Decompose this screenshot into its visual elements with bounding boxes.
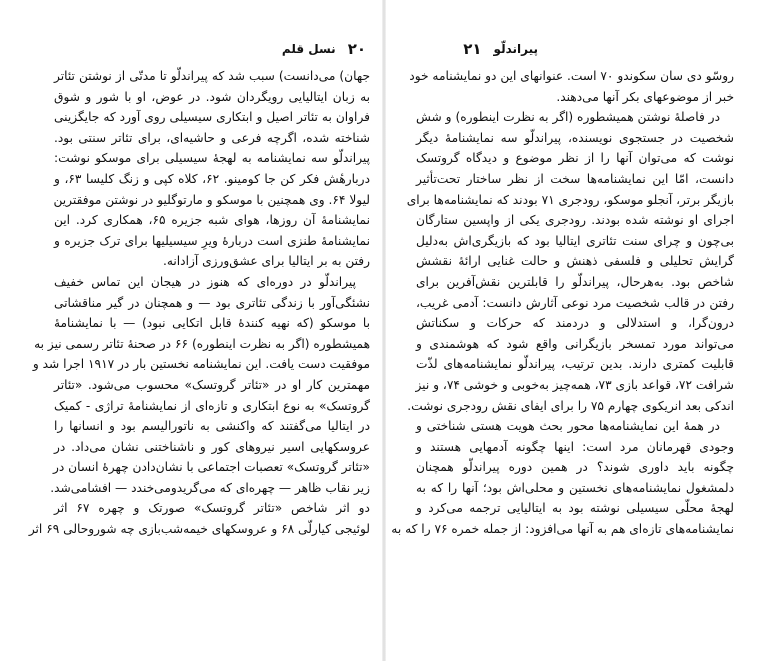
text-line: زیر نقاب ظاهر — چهره‌ای که می‌گریدومی‌خندد — افشامی‌شد. — [50, 480, 370, 495]
text-line: نوشت که می‌توان آنها را از نظر موضوع و دیدگاه گروتسک — [416, 151, 734, 166]
text-line: درون‌گرا، و استدلالی و دردمند که حرکات و سکناتش — [416, 316, 734, 331]
text-line: در همهٔ این نمایشنامه‌ها محور بحث هویت هستی شناختی و — [416, 419, 720, 434]
text-line: گرایش تحلیلی و فلسفی ذهنش و حالت غنایی ارائهٔ نقشش — [416, 254, 734, 269]
text-line: وجودی قهرمانان مرد است: اینها چگونه آدمهایی هستند و — [416, 439, 734, 454]
right-page-body — [391, 66, 734, 540]
text-line: لوئیجی کیارلّی ۶۸ و عروسکهای خیمه‌شب‌بازی چه شوروحالی ۶۹ اثر — [28, 522, 370, 537]
page-number: ۲۱ — [463, 40, 482, 58]
left-page-body — [28, 66, 370, 540]
text-line: شاخص بود. به‌هرحال، پیراندلّو را قابلترین نقش‌آفرین برای — [416, 274, 734, 289]
text-line: گروتسک» به نوع ابتکاری و تازه‌ای از نمایشنامهٔ تراژی - کمیک — [54, 398, 370, 413]
text-line: جهان) می‌دانست) سبب شد که پیراندلّو تا مدتّی از نوشتن تئاتر — [54, 69, 370, 83]
text-line: نشئگی‌آور با زندگی تئاتری بود — و همچنان در گیر مناقشاتی — [54, 295, 370, 310]
right-page — [386, 0, 768, 661]
page-number: ۲۰ — [347, 40, 366, 58]
text-line: موفقیت دست یافت. این نمایشنامه نخستین بار در ۱۹۱۷ اجرا شد و — [32, 357, 370, 372]
left-page — [0, 0, 382, 661]
text-line: نمایشنامهٔ طنزی است دربارهٔ ویرِ سیسیلیها برای ترک جزیره و — [54, 233, 370, 248]
text-line: لهجهٔ محلّی سیسیلی نوشته بود به ایتالیایی ترجمه می‌کرد و — [416, 501, 734, 516]
text-line: دانست، امّا این نمایشنامه‌ها سخت از نظر ساختار تحت‌تأثیر — [416, 171, 734, 186]
right-page-header — [418, 38, 538, 60]
text-line: بازیگر برتر، آنجلو موسکو، رودجری ۷۱ بودند که نمایشنامه‌ها برای — [406, 192, 734, 207]
text-line: در ایتالیا می‌گفتند که واکنشی به ناتورالیسم بود و انسانها را — [54, 419, 370, 434]
text-line: مهمترین کار او در «تئاتر گروتسک» محسوب می‌شود. «تئاتر — [54, 377, 370, 392]
text-line: در فاصلهٔ نوشتن همیشطوره (اگر به نظرت اینطوره) و شش — [416, 110, 720, 125]
text-line: همیشطوره (اگر به نظرت اینطوره) ۶۶ در صحنهٔ تئاتر رسمی نیز به — [34, 336, 370, 351]
text-line: رفتن به بر ایتالیا برای عشق‌ورزی آزادانه. — [162, 254, 370, 269]
text-line: نمایشنامه‌های تازه‌ای هم به آنها می‌افزود: از جمله خمره ۷۶ را که به — [391, 522, 734, 537]
text-line: شرافت ۷۲، قواعد بازی ۷۳، همه‌چیز به‌خوبی و خوشی ۷۴، و نیز — [415, 377, 734, 392]
text-line: نمایشنامهٔ آن روزها، هوای شبه جزیره ۶۵، همکاری کرد. این — [54, 213, 370, 228]
text-line: دربارهٔش فکر کن جا کومینو. ۶۲، کلاه کپی و زنگ کلیسا ۶۳، و — [54, 171, 370, 186]
text-line: «تئاتر گروتسک» تعصبات اجتماعی با نشان‌دادن چهرهٔ انسان در — [53, 460, 370, 475]
text-line: با موسکو (که نهیه کنندهٔ قابل اتکایی نبود) — با نمایشنامهٔ — [54, 316, 370, 331]
book-gutter — [382, 0, 386, 661]
text-line: روسّو دی سان سکوندو ۷۰ است. عنوانهای این دو نمایشنامه خود — [409, 69, 734, 83]
text-line: دلمشغول نمایشنامه‌های نخستین و محلی‌اش بود؛ آنها را که به — [416, 480, 734, 495]
text-line: پیراندلّو سه نمایشنامه به لهجهٔ سیسیلی برای موسکو نوشت: — [54, 151, 370, 166]
text-line: دو اثر شاخص «تئاتر گروتسک» صورتک و چهره ۶۷ اثر — [54, 501, 370, 516]
text-line: عروسکهایی اسیر نیروهای کور و ناشناختنی نشان می‌داد. در — [54, 439, 370, 454]
text-line: لیولا ۶۴. وی همچنین با موسکو و مارتوگلیو در نوشتن موفقترین — [53, 192, 370, 207]
text-line: فراوان به تئاتر اصیل و ابتکاری سیسیلی روی آورد که جایگزینی — [54, 110, 370, 125]
text-line: قابلیت کمتری دارند. بدین ترتیب، پیراندلّو نمایشنامه‌های لذّت — [416, 357, 734, 372]
text-line: می‌تواند مورد تمسخر بازیگرانی واقع شود که هوشمندی و — [416, 336, 734, 351]
text-line: پیراندلّو در دوره‌ای که هنوز در هیجان این تماس خفیف — [54, 274, 356, 289]
text-line: رفتن در قالب شخصیت مرد نوعی آثارش دانست: آدمی غریب، — [416, 295, 734, 310]
text-line: بی‌چون و چرای سنت تئاتری ایتالیا بود که بازیگری‌اش به‌دلیل — [416, 233, 734, 248]
text-line: شناخته شده، اگرچه فرعی و حاشیه‌ای، برای تئاتر سنتی بود. — [54, 130, 370, 145]
left-page-header — [246, 38, 366, 60]
running-title: پیراندلّو — [493, 42, 538, 56]
text-line: به زبان ایتالیایی رویگردان شود. در عوض، او با شور و شوق — [54, 89, 370, 104]
text-line: اجرای او نوشته شده بودند. رودجری یکی از واپسین ستارگان — [416, 213, 734, 228]
text-line: اندکی بعد انریکوی چهارم ۷۵ را برای ایفای نقش رودجری نوشت. — [407, 398, 734, 413]
text-line: چگونه باید داوری شوند؟ در همین دوره پیراندلّو همچنان — [416, 460, 734, 475]
running-title: نسل قلم — [281, 42, 336, 56]
text-line: شخصیت در جستجوی نویسنده، پیراندلّو سه نمایشنامهٔ دیگر — [416, 130, 734, 145]
text-line: خبر از موضوعهای بکر آنها می‌دهند. — [556, 89, 734, 104]
